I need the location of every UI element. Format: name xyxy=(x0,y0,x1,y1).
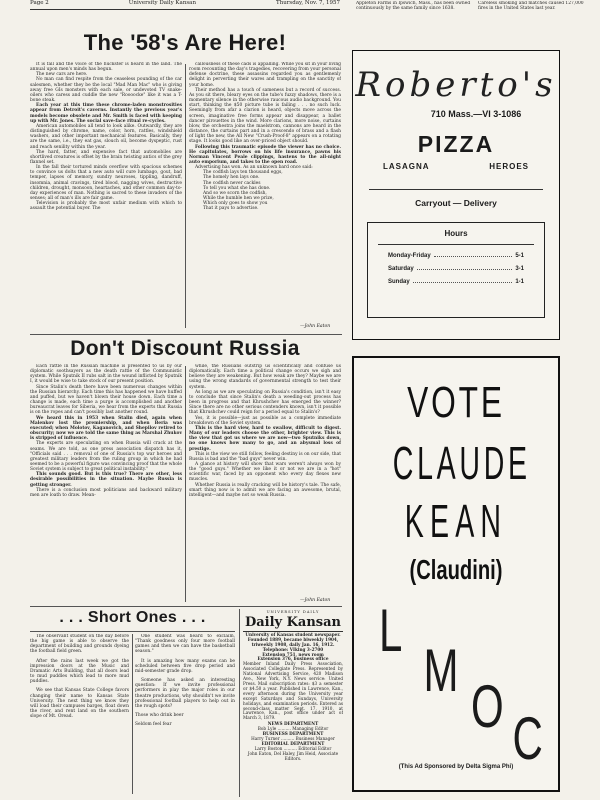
article1-byline: —John Eaton xyxy=(300,324,331,329)
candidate-first-name: CLAUDE xyxy=(392,437,531,489)
candidate-nickname: (Claudini) xyxy=(409,554,503,585)
paragraph: Which only goes to show you xyxy=(203,201,268,207)
business-staff: Harry Turner .......... Business Manager xyxy=(251,735,335,741)
vote-word: VOTE xyxy=(407,378,505,427)
paragraph: The hard, fatter, and expensive fact that automobiles are shortlived creatures is offset by the brain twisting antics of the grey flannel set. xyxy=(30,149,182,165)
column-rule xyxy=(185,366,186,602)
paragraph: Each year at this time these chrome-laden monstrosities appear from Detroit's caverns. Instantly the previous year's models become obsolete and Mr. Smith is faced with keeping up with Mr. Jones. The social save-face ritual re-cycles. xyxy=(30,103,182,124)
article1-column1 xyxy=(30,62,182,330)
pizza-headline: PIZZA xyxy=(417,131,495,157)
paragraph: We see that Kansas State College favors changing their name to Kansas State University. The next thing we know they will load their campuses barges, float down the river, and rent land on the southern slope of Mt. Oread. xyxy=(30,688,129,720)
dept-business: BUSINESS DEPARTMENT xyxy=(262,731,324,737)
hours-time: 3-1 xyxy=(515,265,524,272)
lmoc-letter-m: M xyxy=(423,637,459,704)
paragraph: After the rains last week we got the impression doors at the Music and Dramatic Arts Building, that all doors lead to mud puddles which lead to more mud puddles. xyxy=(30,658,129,685)
article2-byline: —John Eaton xyxy=(300,598,331,603)
service-line: Carryout — Delivery xyxy=(415,197,497,208)
paragraph: The codfish never cackles xyxy=(203,180,261,186)
folio-date: Thursday, Nov. 7, 1957 xyxy=(276,0,340,6)
paragraph: This is the hard view, hard to swallow, difficult to digest. Many of our leaders choose the other, brighter view. This is the view that got us where we are now—two Sputniks down, no one knows how many to go, and an abysmal loss of prestige. xyxy=(189,425,341,452)
hours-days: Monday-Friday xyxy=(388,252,431,259)
paragraph: Advertising has won. As an unknown bard once said: xyxy=(195,165,313,171)
filler-smoking: Careless smoking and matches caused 127,000 fires in the United States last year. xyxy=(478,1,584,12)
paragraph: The homely hen lays one. xyxy=(203,175,260,181)
paragraph: Television is probably the most unfair medium with which to assault the potential buyer. The xyxy=(30,201,182,212)
column-rule xyxy=(185,64,186,328)
headline-russia: Don't Discount Russia xyxy=(70,337,300,360)
paragraph: Each rattle in the Russian machine is presented to us by our diplomatic soothsayers as the death rattle of the Communistic system. While Sputnik II rubs salt in the wound inflicted by Sputnik I, it would be wise to take stock of our present position. xyxy=(30,364,182,385)
menu-items xyxy=(353,162,559,171)
hours-row xyxy=(388,266,524,272)
masthead-title: Daily Kansan xyxy=(244,614,342,630)
paragraph: The observant student on the day before the big game is able to observe the department of building and grounds dyeing the football field green. xyxy=(30,634,129,655)
paragraph: Seldom feel fear xyxy=(135,722,172,728)
paragraph: And so we scorn the codfish, xyxy=(203,190,267,196)
paragraph: That it pays to advertise. xyxy=(203,206,259,212)
paragraph: Their method has a touch of sameness but a record of success. As you sit there, bleary eyes on the tube's fuzzy shadows, there is a momentary silence in the otherwise raucous audio background. You start, thinking the $50 picture tube is failing . . . no such luck. Seemingly from afar a clarion is heard, objects move across the screen, imaginative free forms appear and disappear, a ballet dancer pirouettes in the wind. More clarions, more noise, curtains blow, the orchestra joins the maelstrom, cannons are heard in the distance, the curtains part and in a crescendo of brass and a flash of light the new, the All New "Crush-Proof-8" appears on a rotating stage. It looks good like an over-priced object should. xyxy=(189,87,341,145)
paragraph: callousness of these cads is appalling. While you sit in your living room recounting the day's tragedies, recovering from your personal defense doctrine, these assassins regarded you as gentlemenly delight in perverting their wares and trampling on the sanctity of your home. xyxy=(189,62,341,88)
paragraph: A glance at history will show that wars weren't always won by the "good guys." Whether we like it or not we are in a "hot" scientific war, faced by an opponent who every day flexes new muscles. xyxy=(189,461,341,483)
paragraph: No man can find respite from the ceaseless pounding of the car salesmen, whether they be the local "Mad Man Mac" who is giving away free GIs monsters with each sale, or undevoted TV snake-oilers who caress and cuddle the new "Roooocke" like it was a T-bone steak. xyxy=(30,77,182,104)
lmoc-letter-l: L xyxy=(379,597,403,664)
roberto-ad xyxy=(352,50,560,340)
paragraph: It is fall and the voice of the huckster is heard in the land. The annual upon men's minds has begun. xyxy=(30,62,182,73)
column-rule xyxy=(239,609,240,797)
ad-divider xyxy=(369,189,543,190)
hours-row xyxy=(388,253,524,259)
section-divider xyxy=(30,334,342,335)
paragraph: The experts are speculating on when Russia will crack at the seams. We are told, as one press association dispatch has it, "Officials said . . . removal of one of Russia's top war heroes and greatest military leaders from the ruling group in which he had seemed to be a powerful figure was convincing proof that the whole Soviet system is subject to great political instability." xyxy=(30,441,182,473)
paragraph: The new cars are here. xyxy=(36,72,88,78)
paragraph: In the fall their tortured minds overflow with spacious schemes to convince us dolts that a new auto will cure lumbago, gout, bad temper, lapses of memory, sundry neuroses, tippling, dandruff, insomnia, animal cravings, tired blood, nagging wives, destructive children, drought, monsoon, heartaches, and other common day-to-day experiences of man. Nothing is sacred to these invaders of the senses; all of man's ills are fair game. xyxy=(30,165,182,202)
article1-column2 xyxy=(189,62,341,324)
masthead-info-1: Telephone: VIking 3-2700 xyxy=(262,646,324,652)
short-ones-column1 xyxy=(30,634,129,794)
paragraph: It is amazing how many exams can be scheduled between five drop period and mid-semester grade drop. xyxy=(135,658,235,674)
roberto-address: 710 Mass.—VI 3-1086 xyxy=(430,109,522,119)
section-divider xyxy=(30,631,235,632)
paragraph: Someone has asked an interesting question: If we invite professional performers in play the major roles in our theatre productions, why shouldn't we invite professional football players to help out in the rough spots? xyxy=(135,678,235,709)
paragraph: Whether Russia is really cracking will be history's tale. The safe, smart thing now is to admit we are facing an awesome, brutal, intelligent—and maybe not so weak Russia. xyxy=(189,482,341,498)
hours-time: 1-1 xyxy=(515,278,524,285)
paragraph: There is a conclusion most politicians and backward military men are loath to draw. Mean- xyxy=(30,487,182,498)
masthead-info-3: Extension 376, business office xyxy=(257,656,329,662)
paragraph: Yes, it is possible—just as possible as a complete immediate breakdown of the Soviet system. xyxy=(189,415,341,426)
headline-short-ones: . . . Short Ones . . . xyxy=(59,609,206,626)
paragraph: As long as we are speculating on Russia's condition, isn't it easy to conclude that since Stalin's death a weeding-out process has been in progress and that Khrushchev has emerged the winner? Since there are no other serious contenders known, isn't it possible that Khrushchev could reign for a period equal to Stalin's? xyxy=(189,389,341,416)
paragraph: To tell you what she has done. xyxy=(203,185,271,191)
dept-news: NEWS DEPARTMENT xyxy=(267,721,319,727)
roberto-logo: Roberto's xyxy=(355,65,557,105)
article2-column2 xyxy=(189,364,341,596)
section-divider xyxy=(30,606,342,607)
folio-line xyxy=(30,0,340,10)
hours-days: Saturday xyxy=(388,265,414,272)
paragraph: This is the view we still follow, feeling destiny is on our side, that Russia is bad and the "bad guys" never win. xyxy=(189,451,341,462)
paragraph: Since Stalin's death there have been numerous changes within the Russian hierarchy. Each time this has happened we have huffed and puffed, but we haven't blown their house down. Each time a change is made, each time a purge is accomplished and another bureaucrat leaves for Siberia, we hear from the experts that Russia is on the ropes and can't possibly last another round. xyxy=(30,384,182,416)
news-staff: Bob Lyle .......... Managing Editor xyxy=(257,726,329,732)
hours-title: Hours xyxy=(444,228,468,238)
associate-editors: John Eaton, Del Haley, Jim Heid, Associate Editors. xyxy=(247,750,339,761)
paragraph: While the humble hen we prize, xyxy=(203,196,274,202)
hours-days: Sunday xyxy=(388,278,410,285)
masthead-box xyxy=(243,610,343,798)
filler-appleton: Appleton Farms in Ipswich, Mass., has been owned continuously by the same family since 1638. xyxy=(356,1,471,12)
paragraph: Following this traumatic episode the viewer has no choice. He capitulates, borrows on his life insurance, pawns his Norman Vincent Peale clippings, hastens to the all-night auto emporium, and takes to the open road. xyxy=(189,144,341,165)
folio-page: Page 2 xyxy=(30,0,49,6)
masthead-info-2: Extension 751, news room xyxy=(262,651,324,657)
folio-paper: University Daily Kansan xyxy=(128,0,197,6)
paragraph: One student was heard to exclaim, "Thank goodness only four more football games and then we can have the basketball season." xyxy=(135,634,235,655)
masthead-info-4: Member Inland Daily Press Association, Associated Collegiate Press. Represented by National Advertising Service, 420 Madison Ave., New York, N.Y. News service: United Press. Mail subscription rates: $3 a semester or $4.50 a year. Published in Lawrence, Kan., every afternoon during the University year except Saturdays and Sundays, University holidays, and examination periods. Entered as second-class matter Sept. 17, 1910, at Lawrence, Kan., post office under act of March 3, 1879. xyxy=(243,661,343,721)
vote-ad xyxy=(352,356,560,792)
paragraph: while, the Russians outstrip us scientifically and confuse us diplomatically. Each time a political change occurs we sigh and believe they are weakening. But how weak are they? Maybe we are using the wrong standards of governmental strength to test their system. xyxy=(189,364,341,390)
masthead-info-0: University of Kansas student newspaper. Founded 1889, became biweekly 1904, triweekly 1908, daily Jan. 16, 1912. xyxy=(245,631,341,647)
lmoc-letter-c: C xyxy=(512,705,543,772)
paragraph: American automobiles all tend to look alike. Outwardly, they are distinguished by chrome, name, color, horn, rattles, windshield washers, and other important mechanical features. Basically, they are the same, i.e., they eat gas, slouch oil, become dyspeptic, rust and reach senility within the year. xyxy=(30,123,182,150)
hours-row xyxy=(388,279,524,285)
paragraph: The codfish lays ten thousand eggs, xyxy=(203,170,283,176)
lmoc-letter-o: O xyxy=(471,673,504,740)
hours-divider xyxy=(378,244,534,245)
short-ones-column2 xyxy=(135,634,235,794)
masthead-kicker: UNIVERSITY DAILY xyxy=(266,610,320,614)
paragraph: This sounds good. But is this true? There are other, less desirable possibilities in the situation. Maybe Russia is getting stronger. xyxy=(30,472,182,488)
hours-box xyxy=(367,222,545,318)
column-rule xyxy=(132,634,133,794)
hours-time: 5-1 xyxy=(515,252,524,259)
editorial-staff: Larry Boston .......... Editorial Editor xyxy=(254,745,332,751)
article2-column1 xyxy=(30,364,182,596)
item-heroes: HEROES xyxy=(489,162,529,171)
dept-editorial: EDITORIAL DEPARTMENT xyxy=(261,740,325,746)
paragraph: We heard this in 1953 when Stalin died, again when Malenkov lost the premiership, and when Beria was executed; when Molotov, Kaganovich, and Shepilov retired to obscurity; now we are told the same thing as Marshal Zhukov is stripped of influence. xyxy=(30,415,182,442)
item-lasagna: LASAGNA xyxy=(383,162,430,171)
paragraph: Those who drink beer xyxy=(135,713,184,719)
candidate-last-name: KEAN xyxy=(404,495,508,547)
headline-58s: The '58's Are Here! xyxy=(83,30,287,55)
vote-sponsor: (This Ad Sponsored by Delta Sigma Phi) xyxy=(398,764,514,770)
